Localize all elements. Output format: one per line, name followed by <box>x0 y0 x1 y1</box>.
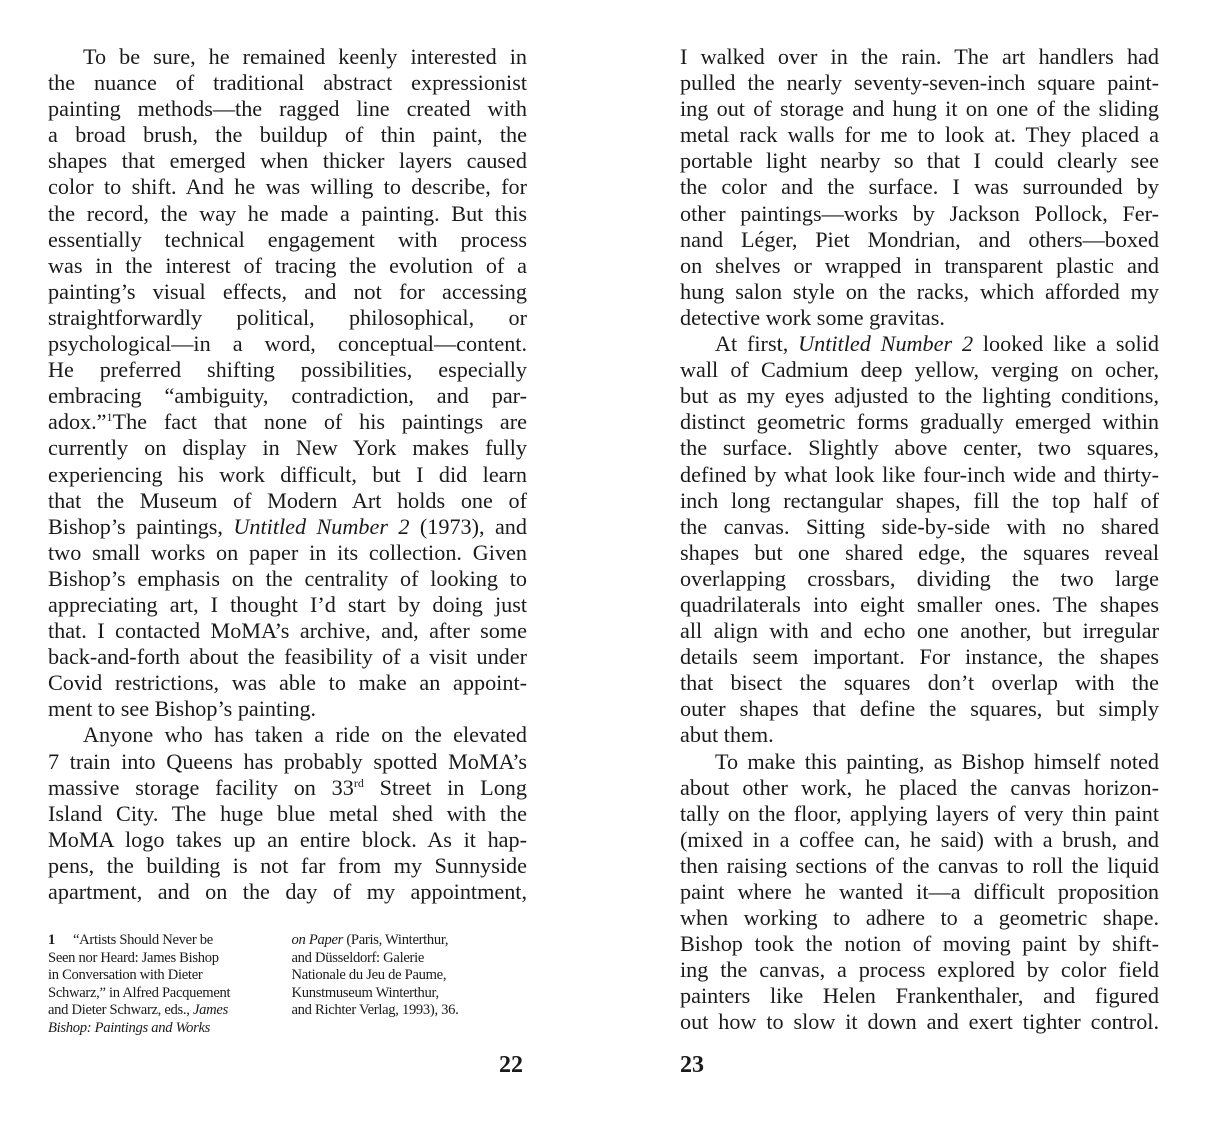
text-line: two small works on paper in its collection. Given <box>48 539 527 565</box>
text-line: embracing “ambiguity, contradiction, and par- <box>48 383 527 409</box>
text-line: was in the interest of tracing the evolution of a <box>48 252 527 278</box>
page-number-left: 22 <box>499 1052 523 1078</box>
text-line <box>680 331 1159 357</box>
text-line: the record, the way he made a painting. But this <box>48 200 527 226</box>
right-page-body <box>680 44 1159 1036</box>
text-line: metal rack walls for me to look at. They placed a <box>680 122 1159 148</box>
text-line: Anyone who has taken a ride on the elevated <box>83 722 527 748</box>
text-line: back-and-forth about the feasibility of a visit under <box>48 644 527 670</box>
text-line: the nuance of traditional abstract expressionist <box>48 70 527 96</box>
text-line: defined by what look like four-inch wide and thirty- <box>680 461 1159 487</box>
footnote-line: Schwarz,” in Alfred Pacquement <box>48 984 231 1001</box>
text-line: that the Museum of Modern Art holds one of <box>48 487 527 513</box>
text-line: ment to see Bishop’s painting. <box>48 696 317 722</box>
text-line <box>48 409 527 435</box>
text-line: then raising sections of the canvas to roll the liquid <box>680 852 1159 878</box>
footnote-line: Kunstmuseum Winterthur, <box>291 984 439 1001</box>
text-line <box>48 514 527 540</box>
text-line: 7 train into Queens has probably spotted MoMA’s <box>48 748 527 774</box>
text-line: Island City. The huge blue metal shed with the <box>48 800 527 826</box>
text-line: that. I contacted MoMA’s archive, and, after some <box>48 618 527 644</box>
text-line: the surface. Slightly above center, two squares, <box>680 435 1159 461</box>
text-line: essentially technical engagement with process <box>48 226 527 252</box>
footnote-text: and Dieter Schwarz, eds., <box>48 1002 193 1019</box>
text-line: details seem important. For instance, the shapes <box>680 644 1159 670</box>
text-line: hung salon style on the racks, which afforded my <box>680 278 1159 304</box>
text-line: when working to adhere to a geometric shape. <box>680 905 1159 931</box>
footnote-line <box>48 1002 265 1020</box>
footnote-line <box>48 932 265 950</box>
text-line: experiencing his work difficult, but I did learn <box>48 461 527 487</box>
text-line: other paintings—works by Jackson Pollock, Fer- <box>680 200 1159 226</box>
text-line: on shelves or wrapped in transparent plastic and <box>680 252 1159 278</box>
footnote-line: Seen nor Heard: James Bishop <box>48 949 219 966</box>
text-line: the canvas. Sitting side-by-side with no shared <box>680 513 1159 539</box>
text-line: a broad brush, the buildup of thin paint, the <box>48 122 527 148</box>
text-line: the color and the surface. I was surrounded by <box>680 174 1159 200</box>
text-line <box>48 775 527 801</box>
text-line: MoMA logo takes up an entire block. As it hap- <box>48 826 527 852</box>
footnote-column-1 <box>48 932 265 1038</box>
text-line: To be sure, he remained keenly interested in <box>83 44 527 69</box>
text-line: pulled the nearly seventy-seven-inch square paint- <box>680 70 1159 96</box>
footnote-text: “Artists Should Never be <box>73 932 213 948</box>
footnote-reference-1[interactable]: 1 <box>106 410 113 425</box>
text-line: all align with and echo one another, but irregular <box>680 618 1159 644</box>
footnote-line: Nationale du Jeu de Paume, <box>291 967 447 984</box>
text-fragment: The fact that none of his paintings are <box>112 409 527 435</box>
text-line: portable light nearby so that I could clearly see <box>680 148 1159 174</box>
footnote-line <box>48 1020 265 1038</box>
footnote-number: 1 <box>48 932 55 948</box>
text-line: painting methods—the ragged line created with <box>48 96 527 122</box>
text-line: straightforwardly political, philosophical, or <box>48 304 527 330</box>
book-title: Bishop: Paintings and Works <box>48 1019 211 1036</box>
footnote-line: and Düsseldorf: Galerie <box>291 949 425 966</box>
text-line: ing the canvas, a process explored by color field <box>680 957 1159 983</box>
text-line: tally on the floor, applying layers of very thin paint <box>680 800 1159 826</box>
text-line: Bishop took the notion of moving paint by shift- <box>680 931 1159 957</box>
ordinal-suffix: rd <box>353 775 364 790</box>
text-line: He preferred shifting possibilities, especially <box>48 357 527 383</box>
text-line: quadrilaterals into eight smaller ones. The shapes <box>680 591 1159 617</box>
text-line: apartment, and on the day of my appointment, <box>48 879 527 904</box>
page-number-right: 23 <box>680 1052 704 1078</box>
text-line: nand Léger, Piet Mondrian, and others—boxed <box>680 226 1159 252</box>
text-line: color to shift. And he was willing to describe, for <box>48 174 527 200</box>
book-title: on Paper <box>291 932 344 948</box>
text-line: detective work some gravitas. <box>680 304 945 330</box>
text-line: (mixed in a coffee can, he said) with a brush, and <box>680 826 1159 852</box>
text-line: abut them. <box>680 722 774 748</box>
text-line: inch long rectangular shapes, fill the top half of <box>680 487 1159 513</box>
text-line: Bishop’s emphasis on the centrality of looking to <box>48 565 527 591</box>
text-line: Covid restrictions, was able to make an appoint- <box>48 670 527 696</box>
text-line: distinct geometric forms gradually emerged within <box>680 409 1159 435</box>
text-line: out how to slow it down and exert tighter control. <box>680 1009 1159 1035</box>
footnote-line: and Richter Verlag, 1993), 36. <box>291 1002 459 1019</box>
text-line: psychological—in a word, conceptual—content. <box>48 331 527 357</box>
text-fragment: adox.” <box>48 409 107 435</box>
text-line: shapes but one shared edge, the squares reveal <box>680 539 1159 565</box>
footnote-column-2 <box>292 932 509 1038</box>
footnote-line <box>292 932 509 950</box>
text-fragment: Bishop’s paintings, <box>48 513 234 539</box>
footnote-text: (Paris, Winterthur, <box>343 932 449 948</box>
text-line: outer shapes that define the squares, but simply <box>680 696 1159 722</box>
text-line: ing out of storage and hung it on one of the sliding <box>680 96 1159 122</box>
text-line: To make this painting, as Bishop himself noted <box>715 748 1159 774</box>
text-line: currently on display in New York makes fully <box>48 435 527 461</box>
text-fragment: looked like a solid <box>973 331 1159 357</box>
book-title: James <box>192 1002 228 1019</box>
text-fragment: massive storage facility on 33 <box>48 774 354 800</box>
artwork-title: Untitled Number 2 <box>233 513 410 539</box>
text-line: wall of Cadmium deep yellow, verging on ocher, <box>680 357 1159 383</box>
footnote <box>48 932 508 1038</box>
text-line: that bisect the squares don’t overlap with the <box>680 670 1159 696</box>
text-line: I walked over in the rain. The art handlers had <box>680 44 1159 69</box>
text-line: shapes that emerged when thicker layers caused <box>48 148 527 174</box>
text-fragment: At first, <box>715 331 799 357</box>
left-page-body <box>48 44 527 905</box>
text-line: overlapping crossbars, dividing the two large <box>680 565 1159 591</box>
text-fragment: (1973), and <box>409 513 527 539</box>
artwork-title: Untitled Number 2 <box>798 331 974 357</box>
text-line: about other work, he placed the canvas horizon- <box>680 774 1159 800</box>
text-line: painters like Helen Frankenthaler, and figured <box>680 983 1159 1009</box>
text-line: appreciating art, I thought I’d start by doing just <box>48 591 527 617</box>
footnote-line: in Conversation with Dieter <box>48 967 203 984</box>
text-fragment: Street in Long <box>363 774 527 800</box>
text-line: painting’s visual effects, and not for accessing <box>48 278 527 304</box>
text-line: paint where he wanted it—a difficult proposition <box>680 879 1159 904</box>
text-line: but as my eyes adjusted to the lighting conditions, <box>680 383 1159 409</box>
text-line: pens, the building is not far from my Sunnyside <box>48 852 527 878</box>
